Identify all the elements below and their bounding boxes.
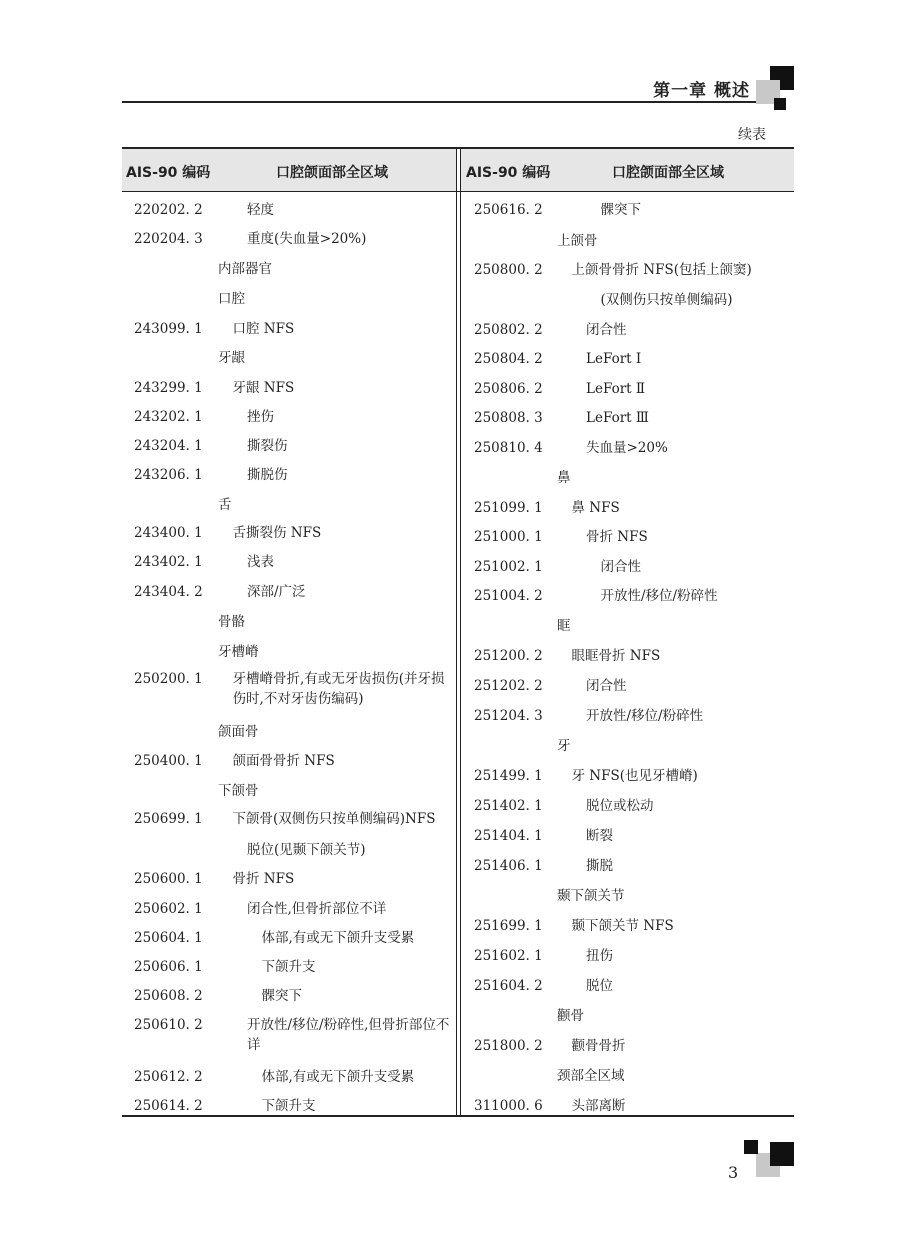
region-description: 鼻 NFS [571,500,620,516]
ais-code: 250800. 2 [474,262,543,278]
table-row [474,557,787,581]
table-row [134,612,454,636]
region-description: 断裂 [586,828,613,844]
region-description: 牙龈 [218,350,245,366]
table-row [474,260,787,284]
header-code-left: AIS-90 编码 [126,165,211,181]
region-description: 重度(失血量>20%) [247,231,367,247]
region-description: 骨折 NFS [586,529,648,545]
region-description: 眼眶骨折 NFS [571,648,661,664]
ais-code: 220204. 3 [134,231,203,247]
table-row [134,781,454,805]
table-row [474,616,787,640]
region-description: 体部,有或无下颌升支受累 [261,1069,415,1085]
table-row [474,320,787,344]
region-description: 颌面骨骨折 NFS [232,753,335,769]
region-description: 颞下颌关节 NFS [571,918,674,934]
table-row [134,465,454,489]
table-row [134,1015,454,1053]
region-description: 上颌骨 [557,233,598,249]
table-row [134,986,454,1010]
region-description: 牙槽嵴 [218,644,259,660]
ais-code: 250614. 2 [134,1098,203,1114]
region-description: 挫伤 [247,409,274,425]
ais-code: 250810. 4 [474,440,543,456]
table-row [474,408,787,432]
region-description: 舌 [218,497,232,513]
region-description: 髁突下 [261,988,302,1004]
table-row [134,200,454,224]
ais-code: 251000. 1 [474,529,543,545]
ais-code: 250604. 1 [134,930,203,946]
table-row [134,319,454,343]
table-row [474,468,787,492]
table-header-rule [122,191,794,192]
table-row [474,379,787,403]
region-description: 口腔 NFS [232,321,295,337]
ais-code: 251004. 2 [474,588,543,604]
table-row [474,916,787,940]
ais-code: 311000. 6 [474,1098,543,1114]
header-region-right: 口腔颌面部全区域 [612,165,724,181]
ais-code: 250606. 1 [134,959,203,975]
table-row [474,438,787,462]
region-description: LeFort Ⅱ [586,381,646,397]
table-row [474,856,787,880]
table-row [134,289,454,313]
region-description: 撕脱伤 [247,467,288,483]
region-description: 内部器官 [218,261,272,277]
region-description: 颞下颌关节 [557,888,625,904]
ais-code: 250616. 2 [474,202,543,218]
ais-code: 251200. 2 [474,648,543,664]
ais-code: 243404. 2 [134,584,203,600]
ais-code: 250200. 1 [134,671,203,687]
ais-code: 251602. 1 [474,948,543,964]
table-top-rule [122,147,794,149]
region-description: 闭合性 [600,559,641,575]
ais-code: 243204. 1 [134,438,203,454]
table-row [134,642,454,666]
ais-code: 250699. 1 [134,811,203,827]
table-row [474,1036,787,1060]
table-row [134,378,454,402]
table-row [134,899,454,923]
region-description: 牙龈 NFS [232,380,295,396]
ais-code: 250808. 3 [474,410,543,426]
ais-code: 251402. 1 [474,798,543,814]
table-row [134,1096,454,1120]
table-row [474,946,787,970]
region-description: 开放性/移位/粉碎性,但骨折部位不详 [247,1017,450,1053]
table-row [134,523,454,547]
ais-code: 251604. 2 [474,978,543,994]
region-description: 牙槽嵴骨折,有或无牙齿损伤(并牙损伤时,不对牙齿伤编码) [232,671,445,707]
continued-label: 续表 [738,127,766,143]
ais-code: 251800. 2 [474,1038,543,1054]
table-row [134,840,454,864]
region-description: 上颌骨骨折 NFS(包括上颌窦) [571,262,752,278]
ais-code: 243206. 1 [134,467,203,483]
ais-code: 251406. 1 [474,858,543,874]
table-row [474,498,787,522]
region-description: 浅表 [247,554,274,570]
ais-code: 251699. 1 [474,918,543,934]
table-row [134,669,454,707]
table-row [474,1066,787,1090]
column-separator [460,148,461,1116]
region-description: 牙 [557,738,571,754]
ais-code: 243299. 1 [134,380,203,396]
page-number: 3 [728,1163,739,1182]
region-description: 体部,有或无下颌升支受累 [261,930,415,946]
region-description: 闭合性 [586,322,627,338]
table-row [134,229,454,253]
table-row [134,436,454,460]
ais-code: 250804. 2 [474,351,543,367]
table-row [134,928,454,952]
ais-code: 251202. 2 [474,678,543,694]
table-row [474,646,787,670]
table-row [474,736,787,760]
region-description: 闭合性,但骨折部位不详 [247,901,387,917]
ais-code: 250600. 1 [134,871,203,887]
table-row [474,200,787,224]
region-description: 开放性/移位/粉碎性 [586,708,704,724]
table-row [134,1067,454,1091]
header-code-right: AIS-90 编码 [466,165,551,181]
table-row [134,582,454,606]
region-description: 撕脱 [586,858,613,874]
header-rule [122,101,756,103]
region-description: 脱位 [586,978,613,994]
region-description: 下颌升支 [261,959,316,975]
region-description: 鼻 [557,470,571,486]
ais-code: 250400. 1 [134,753,203,769]
region-description: 轻度 [247,202,274,218]
ais-code: 250612. 2 [134,1069,203,1085]
table-row [474,527,787,551]
region-description: 骨骼 [218,614,245,630]
region-description: (双侧伤只按单侧编码) [600,292,733,308]
ais-code: 250602. 1 [134,901,203,917]
column-separator [456,148,457,1116]
region-description: 口腔 [218,291,245,307]
ais-code: 250802. 2 [474,322,543,338]
table-row [474,976,787,1000]
region-description: 颈部全区域 [557,1068,625,1084]
table-row [474,231,787,255]
table-row [134,809,454,833]
ais-code: 251002. 1 [474,559,543,575]
ais-code: 251204. 3 [474,708,543,724]
table-row [474,676,787,700]
region-description: 牙 NFS(也见牙槽嵴) [571,768,698,784]
table-row [134,407,454,431]
table-row [474,796,787,820]
region-description: LeFort Ⅲ [586,410,649,426]
ais-code: 243202. 1 [134,409,203,425]
region-description: 下颌升支 [261,1098,316,1114]
region-description: 扭伤 [586,948,613,964]
region-description: 深部/广泛 [247,584,306,600]
table-row [474,706,787,730]
region-description: 脱位或松动 [586,798,654,814]
table-row [474,766,787,790]
table-row [134,869,454,893]
table-row [474,290,787,314]
region-description: 舌撕裂伤 NFS [232,525,322,541]
region-description: LeFort Ⅰ [586,351,642,367]
table-row [474,349,787,373]
table-row [474,886,787,910]
ais-code: 243402. 1 [134,554,203,570]
region-description: 下颌骨 [218,783,259,799]
region-description: 脱位(见颞下颌关节) [247,842,366,858]
table-row [134,259,454,283]
ais-code: 251099. 1 [474,500,543,516]
table-row [134,348,454,372]
ais-code: 220202. 2 [134,202,203,218]
table-row [474,826,787,850]
region-description: 头部离断 [571,1098,626,1114]
ais-code: 250608. 2 [134,988,203,1004]
region-description: 颧骨 [557,1008,584,1024]
region-description: 开放性/移位/粉碎性 [600,588,718,604]
ais-code: 251499. 1 [474,768,543,784]
region-description: 颌面骨 [218,724,259,740]
region-description: 撕裂伤 [247,438,288,454]
ais-code: 251404. 1 [474,828,543,844]
table-row [474,1006,787,1030]
ais-code: 250806. 2 [474,381,543,397]
table-row [134,552,454,576]
table-row [134,957,454,981]
table-row [134,495,454,519]
region-description: 下颌骨(双侧伤只按单侧编码)NFS [232,811,436,827]
table-row [474,586,787,610]
region-description: 眶 [557,618,571,634]
table-row [134,722,454,746]
region-description: 闭合性 [586,678,627,694]
region-description: 失血量>20% [586,440,668,456]
table-row [134,751,454,775]
region-description: 骨折 NFS [232,871,295,887]
region-description: 髁突下 [600,202,641,218]
table-row [474,1096,787,1120]
ais-code: 243400. 1 [134,525,203,541]
header-region-left: 口腔颌面部全区域 [276,165,388,181]
region-description: 颧骨骨折 [571,1038,626,1054]
ais-code: 250610. 2 [134,1017,203,1033]
chapter-title: 第一章 概述 [653,81,750,101]
ais-code: 243099. 1 [134,321,203,337]
